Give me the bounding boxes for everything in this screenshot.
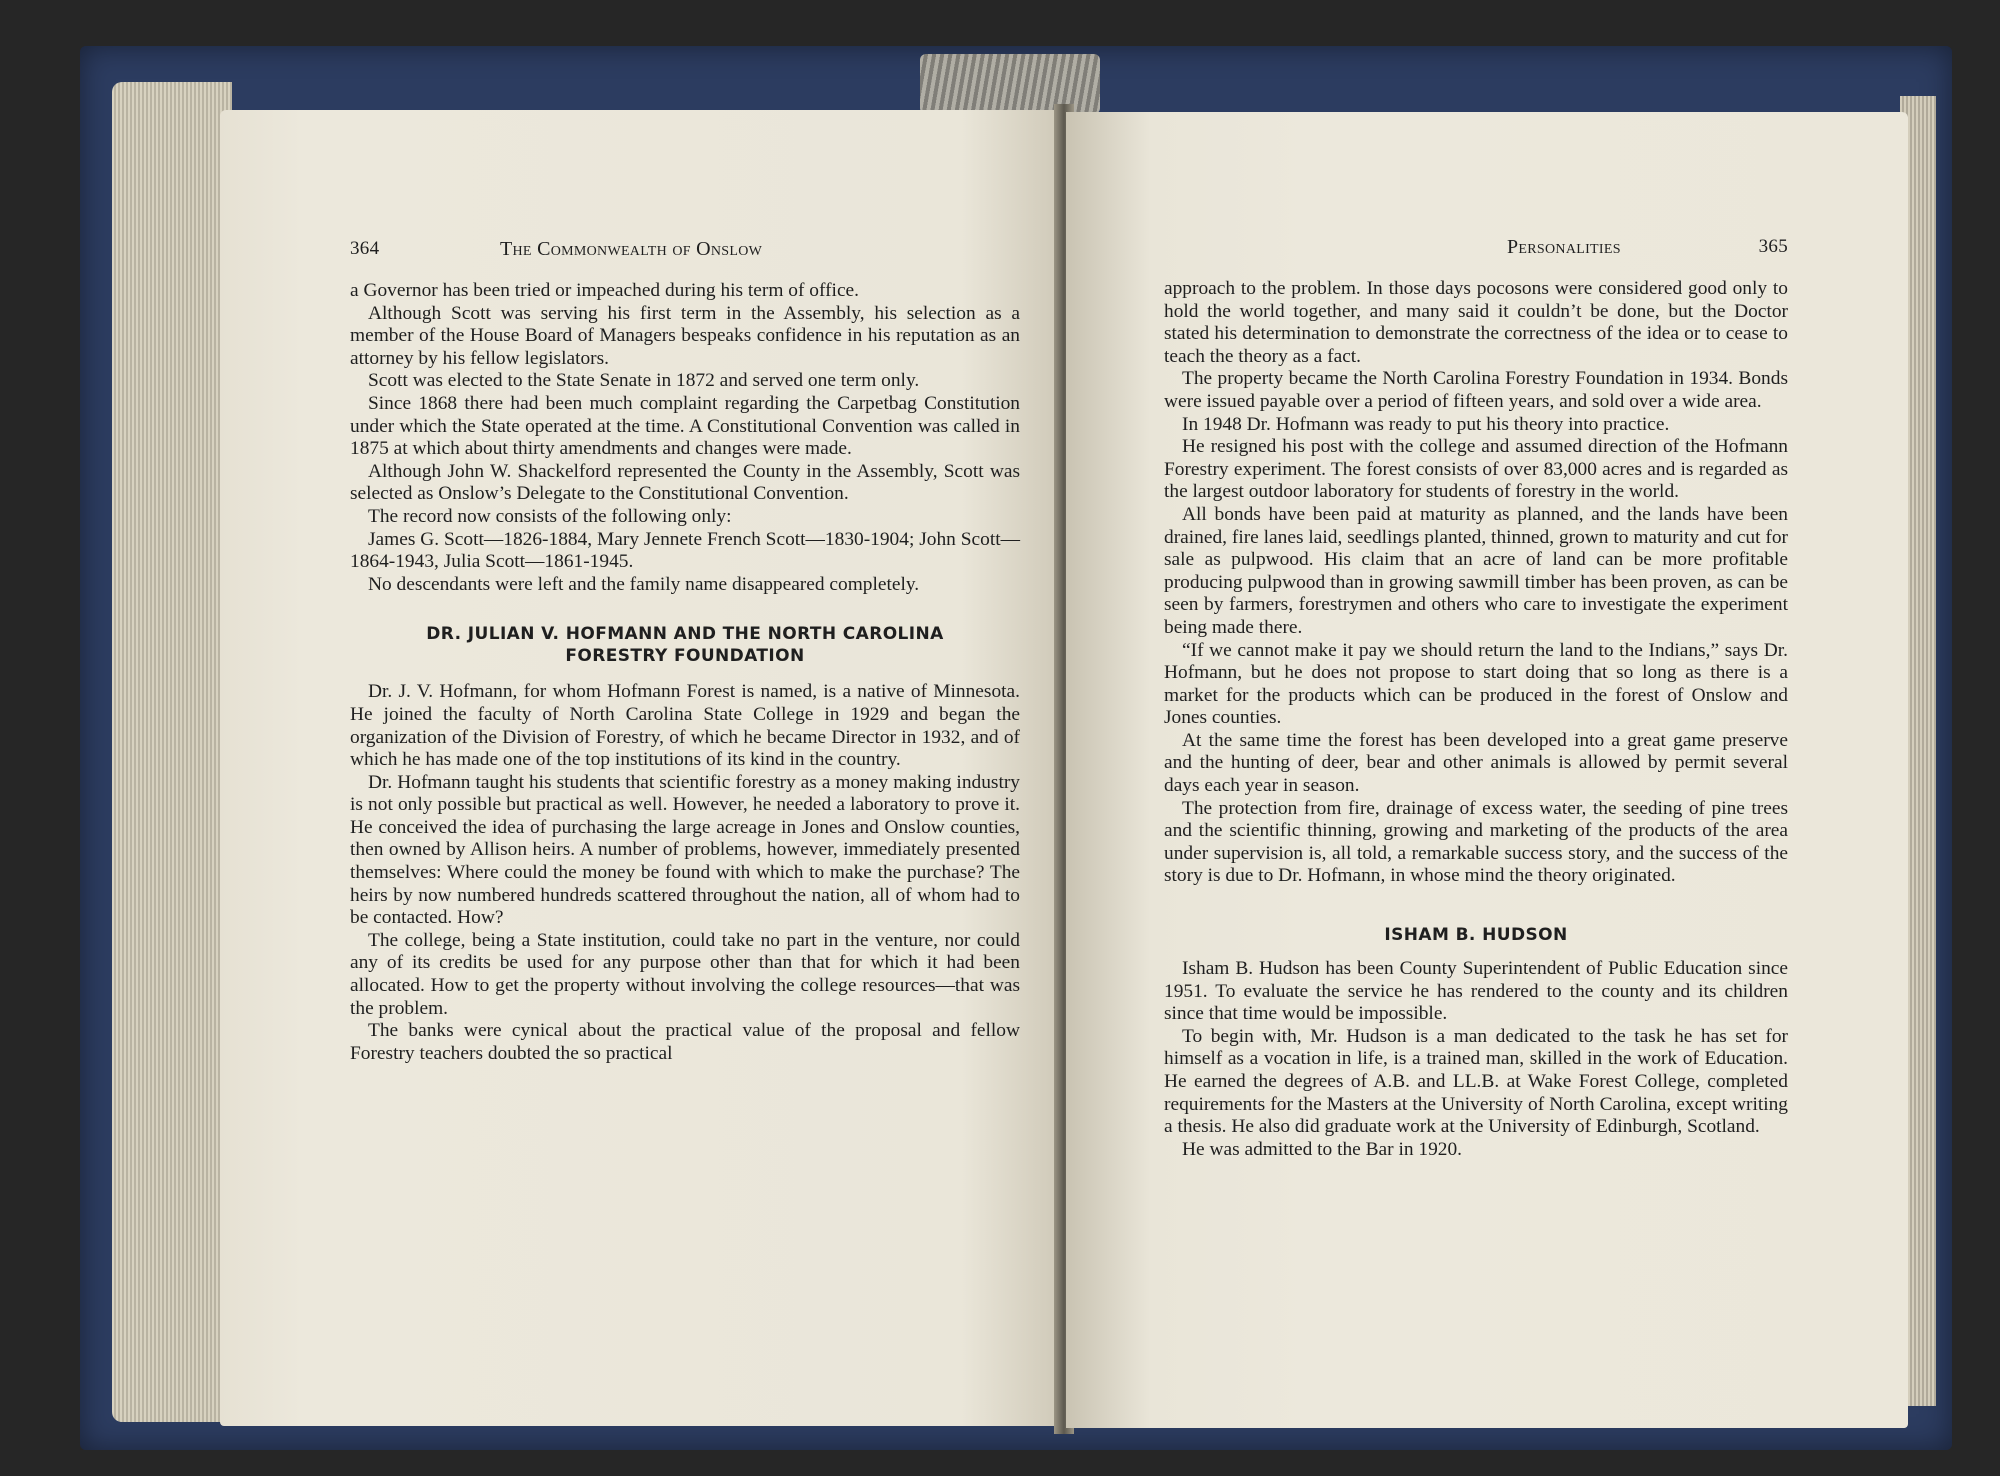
paragraph: To begin with, Mr. Hudson is a man dedicated to the task he has set for himself as a vocation in life, is a trained man, skilled in the work of Education. He earned the degrees of A.B. and LL.B. at Wake Forest College, completed requirements for the Masters at the University of North Carolina, except writing a thesis. He also did graduate work at the University of Edinburgh, Scotland. — [1164, 1025, 1788, 1138]
paragraph: The record now consists of the following only: — [368, 505, 732, 527]
page-edges-left — [112, 82, 232, 1422]
section-heading-hudson: ISHAM B. HUDSON — [1384, 925, 1568, 946]
section-heading-hofmann — [350, 623, 1020, 667]
paragraph: approach to the problem. In those days pocosons were considered good only to hold the world together, and many said it couldn’t be done, but the Doctor stated his determination to demonstrate the correctness of the idea or to cease to teach the theory as a fact. — [1164, 278, 1788, 367]
paragraph: The college, being a State institution, could take no part in the venture, nor could any of its credits be used for any purpose other than that for which it had been allocated. How to get the property without involving the college resources—that was the problem. — [350, 929, 1020, 1019]
right-running-head — [1164, 236, 1788, 260]
left-running-head — [350, 238, 1020, 262]
paragraph: “If we cannot make it pay we should return the land to the Indians,” says Dr. Hofmann, but he does not propose to start doing that so long as there is a market for the products which can be produced in the forest of Onslow and Jones counties. — [1164, 639, 1788, 729]
paragraph: James G. Scott—1826-1884, Mary Jennete French Scott—1830-1904; John Scott—1864-1943, Julia Scott—1861-1945. — [350, 528, 1020, 573]
paragraph: Although John W. Shackelford represented the County in the Assembly, Scott was selected as Onslow’s Delegate to the Constitutional Convention. — [350, 460, 1020, 505]
paragraph: He was admitted to the Bar in 1920. — [1182, 1138, 1463, 1160]
paragraph: No descendants were left and the family name disappeared completely. — [368, 573, 920, 595]
page-number-right: 365 — [1758, 236, 1788, 257]
right-page — [1066, 112, 1908, 1428]
paragraph: Dr. J. V. Hofmann, for whom Hofmann Forest is named, is a native of Minnesota. He joined the faculty of North Carolina State College in 1929 and began the organization of the Division of Forestry, of which he became Director in 1932, and of which he has made one of the top institutions of its kind in the country. — [350, 681, 1020, 771]
paragraph: All bonds have been paid at maturity as planned, and the lands have been drained, fire lanes laid, seedlings planted, thinned, grown to maturity and cut for sale as pulpwood. His claim that an acre of land can be more profitable producing pulpwood than in growing sawmill timber has been proven, as can be seen by farmers, forestrymen and others who care to investigate the experiment being made there. — [1164, 503, 1788, 638]
left-page — [220, 110, 1062, 1426]
page-number-left: 364 — [350, 238, 380, 259]
section-heading-line: DR. JULIAN V. HOFMANN AND THE NORTH CAROLINA — [426, 624, 944, 645]
paragraph: The banks were cynical about the practical value of the proposal and fellow Forestry teachers doubted the so practical — [350, 1020, 1020, 1064]
paragraph: The protection from fire, drainage of excess water, the seeding of pine trees and the scientific thinning, growing and marketing of the products of the area under supervision is, all told, a remarkable success story, and the success of the story is due to Dr. Hofmann, in whose mind the theory originated. — [1164, 797, 1788, 887]
paragraph: The property became the North Carolina Forestry Foundation in 1934. Bonds were issued payable over a period of fifteen years, and sold over a wide area. — [1164, 368, 1788, 412]
paragraph: Although Scott was serving his first term in the Assembly, his selection as a member of the House Board of Managers bespeaks confidence in his reputation as an attorney by his fellow legislators. — [350, 302, 1020, 369]
paragraph: In 1948 Dr. Hofmann was ready to put his theory into practice. — [1182, 413, 1670, 435]
paragraph: a Governor has been tried or impeached during his term of office. — [350, 280, 860, 301]
paragraph: Dr. Hofmann taught his students that scientific forestry as a money making industry is not only possible but practical as well. However, he needed a laboratory to prove it. He conceived the idea of purchasing the large acreage in Jones and Onslow counties, then owned by Allison heirs. A number of problems, however, immediately presented themselves: Where could the money be found with which to make the purchase? The heirs by now numbered hundreds scattered throughout the nation, all of whom had to be contacted. How? — [350, 771, 1020, 929]
running-title-left: The Commonwealth of Onslow — [500, 238, 763, 260]
paragraph: Since 1868 there had been much complaint regarding the Carpetbag Constitution under which the State operated at the time. A Constitutional Convention was called in 1875 at which about thirty amendments and changes were made. — [350, 392, 1020, 460]
section-heading-line: FORESTRY FOUNDATION — [565, 646, 805, 667]
paragraph: Isham B. Hudson has been County Superintendent of Public Education since 1951. To evaluate the service he has rendered to the county and its children since that time would be impossible. — [1164, 958, 1788, 1025]
running-title-right: Personalities — [1507, 236, 1621, 258]
paragraph: He resigned his post with the college and assumed direction of the Hofmann Forestry experiment. The forest consists of over 83,000 acres and is regarded as the largest outdoor laboratory for students of forestry in the world. — [1164, 436, 1788, 503]
paragraph: Scott was elected to the State Senate in 1872 and served one term only. — [368, 370, 920, 392]
paragraph: At the same time the forest has been developed into a great game preserve and the hunting of deer, bear and other animals is allowed by permit several days each year in season. — [1164, 729, 1788, 797]
